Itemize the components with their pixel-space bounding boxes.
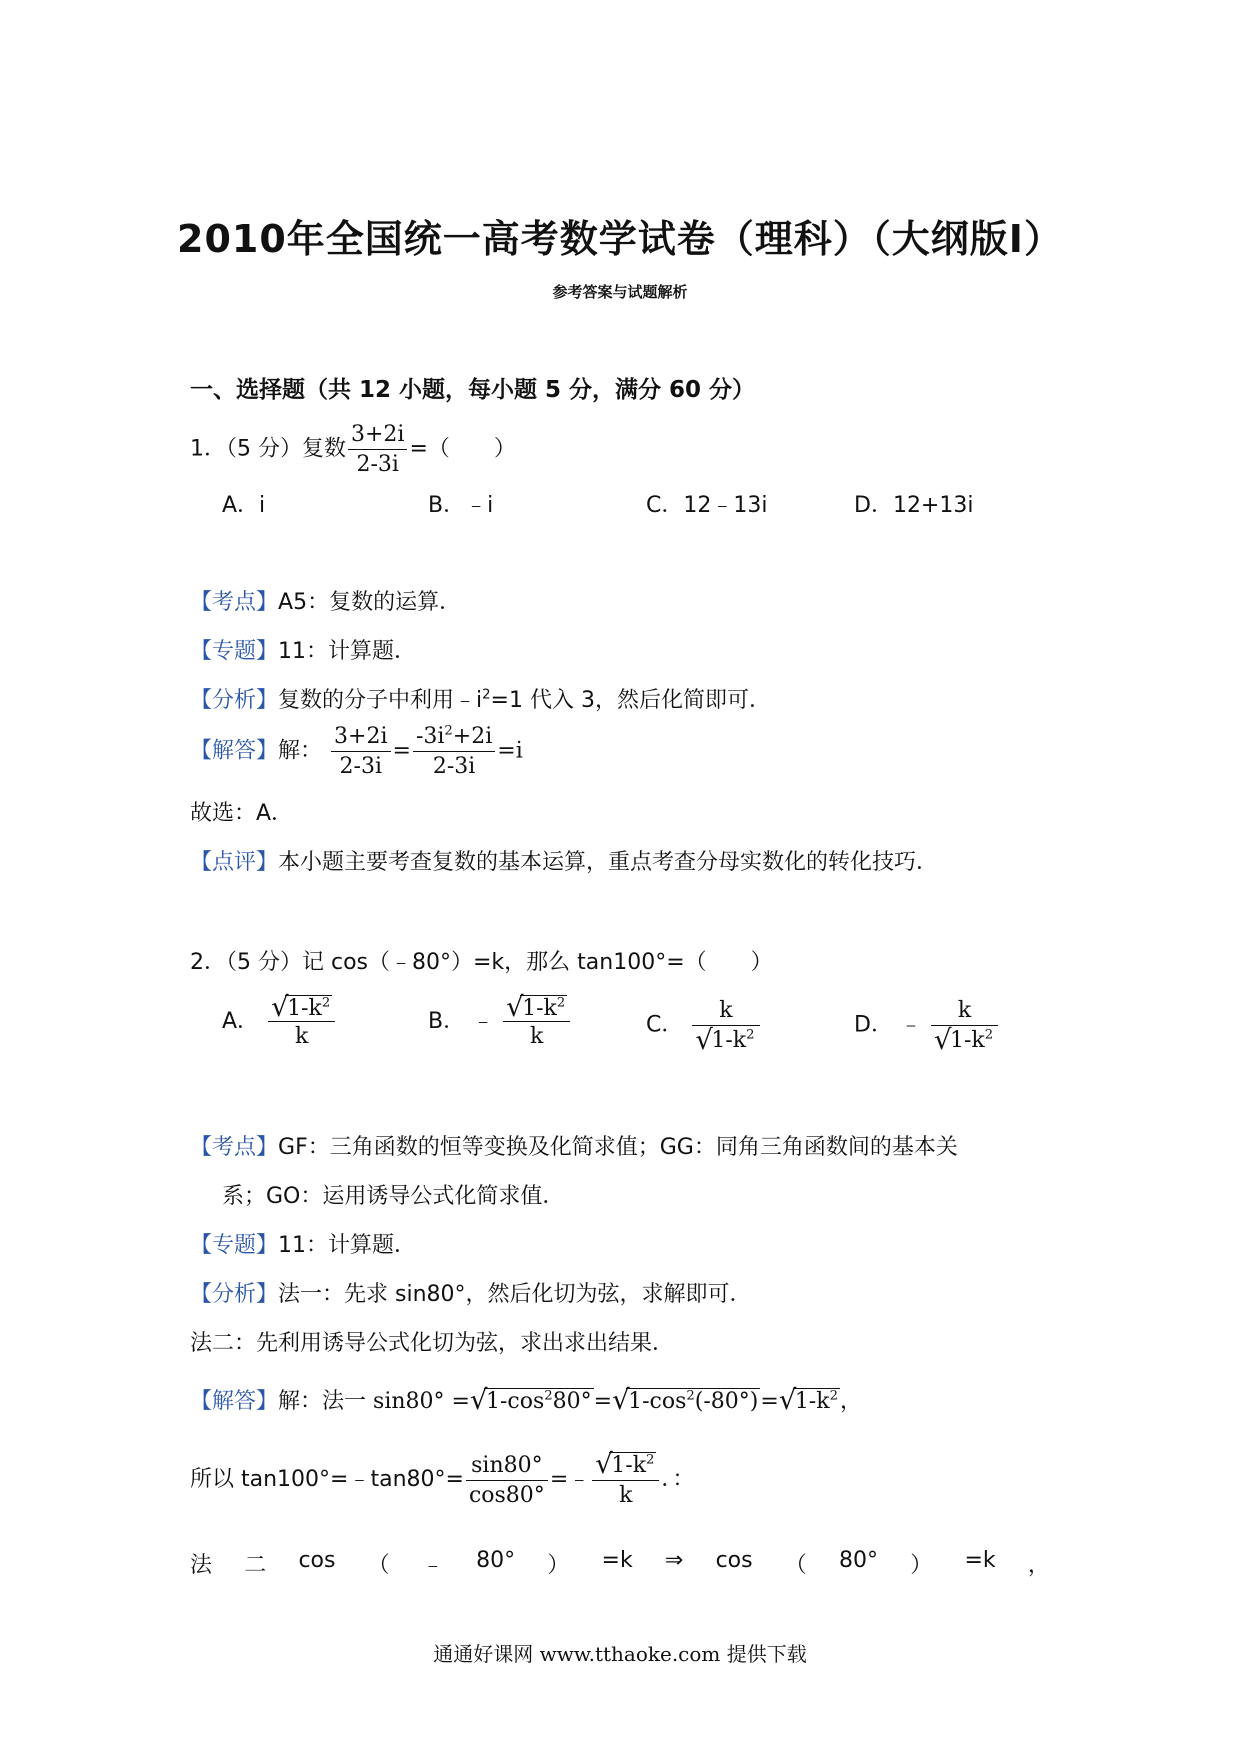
q2-stem: 2．（5 分）记 cos（﹣80°）=k，那么 tan100°=（ ） [190,950,773,975]
page-subtitle: 参考答案与试题解析 [552,283,688,301]
q2-opt-d-frac: k √ $1-k^2$ [931,998,998,1053]
rad-sup: 2 [686,1388,695,1404]
q2-option-b [428,991,572,1049]
comma: ， [839,1389,862,1414]
fa2-token: （ [367,1553,390,1578]
zhuanti-tag: 【专题】 [190,639,279,664]
q1-option-b: B．﹣i [428,493,494,518]
equals: = [451,1389,470,1414]
frac-num-sup: 2 [444,723,453,739]
fa2-token: ﹣ [421,1553,444,1578]
q1-frac-den: 2-3i [356,452,399,477]
q2-jieda [190,1384,862,1415]
fenxi-tag: 【分析】 [190,1282,279,1307]
rad-sup: 2 [984,1027,994,1043]
q1-stem [190,422,516,477]
q2-zhuanti-text: 11：计算题． [278,1233,417,1258]
frac-den: k [619,1483,633,1508]
frac-den: k [294,1024,309,1049]
q2-opt-b-frac: √ $1-k^2$ k [503,995,570,1049]
frac-num: 3+2i [331,724,390,752]
fa2-token: 80° [839,1548,879,1573]
q1-option-c: C．12﹣13i [646,493,768,518]
minus-sign: ﹣ [899,1012,922,1038]
fa2-token: （ [784,1553,807,1578]
option-label: D． [854,1012,893,1038]
q1-jieda-lead: 解： [278,738,323,764]
q2-opt-c-frac: k √ $1-k^2$ [692,998,759,1053]
fa2-token: 80° [476,1548,516,1573]
q2-fa2-line [190,1548,1050,1579]
equals: = [549,1467,569,1492]
end-punct: ．： [661,1467,695,1492]
rad-part: 1-k [794,1389,830,1414]
q1-fenxi-sup: 2 [482,687,491,703]
fa2-token: ） [547,1553,570,1578]
fa2-token: cos [715,1548,753,1573]
rad-sup: 2 [829,1388,838,1404]
q2-fenxi [190,1277,752,1308]
rad-sup: 2 [321,995,331,1011]
zhuanti-tag: 【专题】 [190,1233,279,1258]
option-label: C． [646,1012,684,1038]
q2-suoyi [190,1448,695,1508]
q1-fenxi-a: 复数的分子中利用﹣i [278,688,483,713]
q1-jieda-frac1 [331,724,390,779]
rad-inner: 1-k [949,1028,985,1053]
frac-den: cos80° [468,1482,545,1508]
equals: = [760,1389,779,1414]
q1-jieda [190,724,523,779]
q1-dianping-text: 本小题主要考查复数的基本运算，重点考查分母实数化的转化技巧． [278,850,939,875]
equals: = [593,1389,613,1414]
rad-inner: 1-k [522,996,557,1021]
frac-num: k [931,998,998,1026]
q1-kaodian [190,585,461,616]
page-title: 2010年全国统一高考数学试卷（理科）（大纲版Ⅰ） [177,217,1063,261]
frac-den: 2-3i [432,754,476,779]
q2-opt-a-frac: √ $1-k^2$ k [268,995,335,1049]
q1-kaodian-text: A5：复数的运算． [278,590,462,615]
q2-fenxi-2: 法二：先利用诱导公式化切为弦，求出求出结果． [190,1331,675,1356]
rad-sup: 2 [556,995,566,1011]
fenxi-tag: 【分析】 [190,688,279,713]
radical-1: √ $1-\cos^280^\circ$ [469,1384,592,1416]
frac-den: 2-3i [339,754,382,779]
fa2-token: ） [910,1553,933,1578]
result: =i [497,738,523,764]
q1-zhuanti [190,634,416,665]
section-heading: 一、选择题（共 12 小题，每小题 5 分，满分 60 分） [190,377,756,403]
q1-fraction [348,422,407,477]
q2-zhuanti [190,1228,416,1259]
q2-kaodian [190,1130,958,1161]
rad-sup: 2 [544,1388,553,1404]
equals: = [392,738,411,764]
rad-k-frac: √ $1-k^2$ k [592,1452,659,1508]
q1-frac-num: 3+2i [348,422,407,450]
q1-zhuanti-text: 11：计算题． [278,639,417,664]
rad-inner: 1-k [611,1453,647,1478]
q1-jieda-frac2 [413,724,495,779]
rad-sup: 2 [746,1027,755,1043]
page-footer: 通通好课网 www.tthaoke.com 提供下载 [433,1642,807,1666]
minus-sign: ﹣ [472,1009,495,1034]
kaodian-tag: 【考点】 [190,1135,279,1160]
q1-suffix: =（ ） [409,436,516,462]
rad-part: 80° [552,1389,592,1414]
rad-part: (-80°) [694,1389,759,1414]
fa2-token: ， [1027,1553,1050,1578]
q1-fenxi-b: =1 代入 3，然后化简即可． [490,688,771,713]
rad-part: 1-cos [485,1389,545,1414]
sin-cos-frac [466,1453,548,1508]
minus-sign: ﹣ [568,1467,591,1492]
sin80: sin80° [373,1389,445,1414]
frac-num: sin80° [466,1453,548,1481]
option-label: A． [222,1009,260,1034]
frac-num-a: -3i [415,724,445,749]
rad-inner: 1-k [711,1028,747,1053]
q2-fenxi-text: 法一：先求 sin80°，然后化切为弦，求解即可． [278,1282,752,1307]
radical-2: √ $1-\cos^2(-80^\circ)$ [612,1384,759,1416]
fa2-token: =k [964,1548,996,1573]
fa2-token: cos [298,1548,336,1573]
rad-sup: 2 [646,1452,655,1468]
suoyi-text: 所以 tan100°=﹣tan80°= [190,1467,464,1492]
kaodian-tag: 【考点】 [190,590,279,615]
q1-dianping [190,845,938,876]
jieda-tag: 【解答】 [190,1389,279,1414]
q2-jieda-lead: 解：法一 [278,1389,367,1414]
q2-option-c [646,998,762,1056]
rad-inner: 1-k [287,996,322,1021]
fa2-token: ⇒ [664,1548,684,1573]
jieda-tag: 【解答】 [190,738,279,764]
dianping-tag: 【点评】 [190,850,279,875]
q1-prefix: 1．（5 分）复数 [190,436,346,462]
option-label: B． [428,1009,466,1034]
radical-3: √ $1-k^2$ [778,1384,838,1416]
frac-num: k [692,998,759,1026]
fa2-token: 二 [244,1553,267,1578]
q1-option-a: A．i [222,493,266,518]
frac-den: k [530,1024,544,1049]
q1-option-d: D．12+13i [854,493,974,518]
q1-guxuan: 故选：A． [190,801,294,826]
frac-num-b: +2i [452,724,493,749]
q2-option-a [222,991,337,1049]
fa2-token: =k [601,1548,633,1573]
rad-part: 1-cos [628,1389,687,1414]
fa2-token: 法 [190,1553,213,1578]
q2-kaodian-cont: 系；GO：运用诱导公式化简求值． [222,1184,565,1209]
q2-option-d [854,998,1000,1056]
q2-kaodian-text-1: GF：三角函数的恒等变换及化简求值；GG：同角三角函数间的基本关 [278,1135,958,1160]
q1-fenxi [190,683,771,714]
